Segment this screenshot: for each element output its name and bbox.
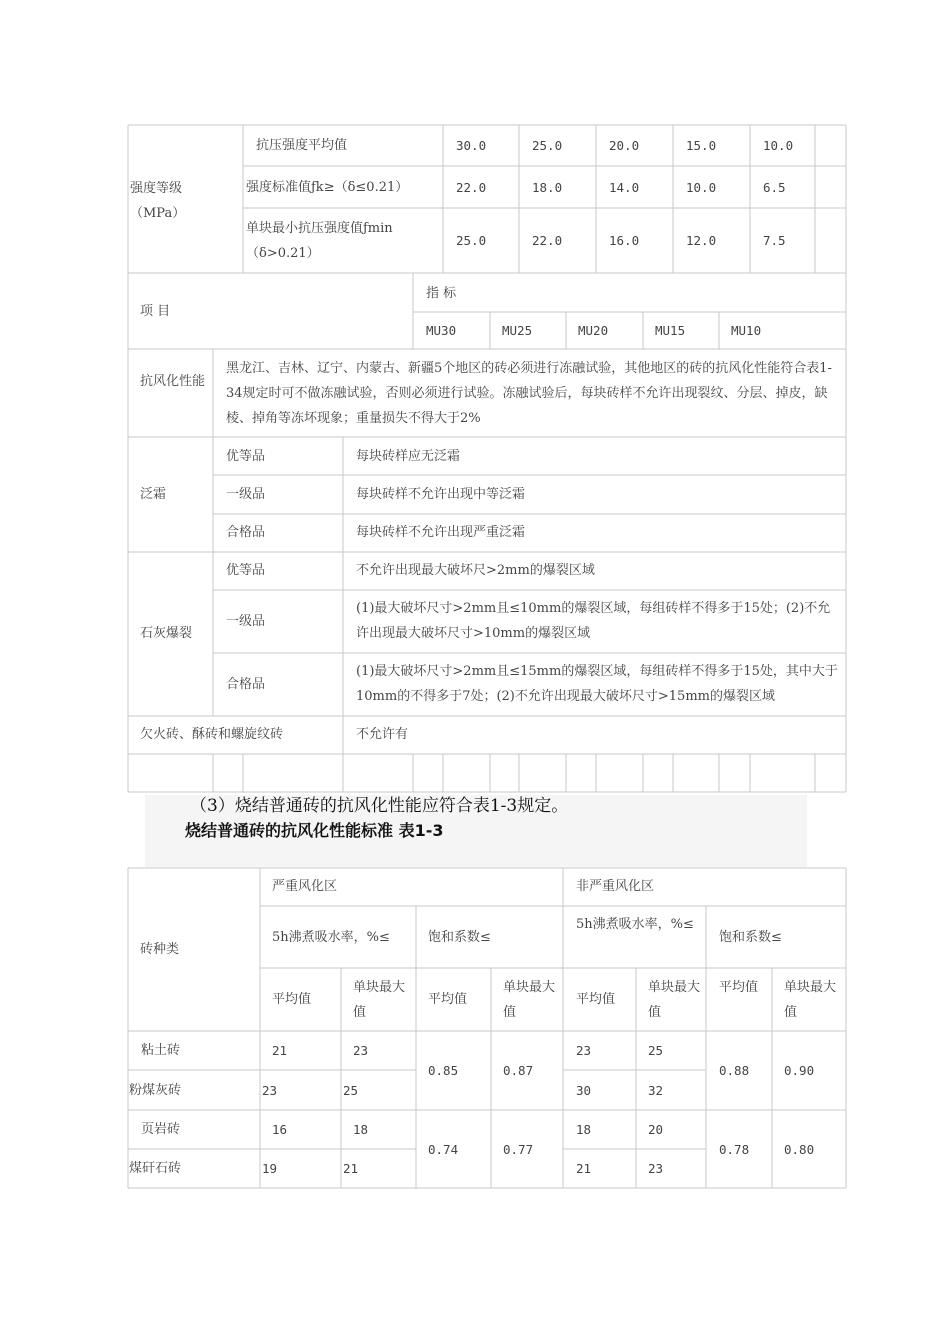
table-2-title: 烧结普通砖的抗风化性能标准 表1-3 xyxy=(185,821,444,840)
strength-row-label: 单块最小抗压强度值ƒmin（δ>0.21） xyxy=(246,221,393,261)
severe-zone-header: 严重风化区 xyxy=(272,879,338,894)
strength-row-label: 抗压强度平均值 xyxy=(256,138,348,153)
strength-value: 18.0 xyxy=(532,180,563,195)
lime-label: 石灰爆裂 xyxy=(140,626,193,641)
strength-value: 12.0 xyxy=(686,233,717,248)
non-severe-avg: 18 xyxy=(576,1122,592,1137)
efflorescence-label: 泛霜 xyxy=(140,487,167,502)
lime-text: (1)最大破坏尺寸>2mm且≤10mm的爆裂区域，每组砖样不得多于15处；(2)不允许出现最大破坏尺寸>10mm的爆裂区域 xyxy=(356,601,831,641)
strength-value: 10.0 xyxy=(763,138,794,153)
efflorescence-text: 每块砖样应无泛霜 xyxy=(356,449,461,464)
header-grade: MU30 xyxy=(426,323,457,338)
non-severe-max: 32 xyxy=(648,1083,664,1098)
header-grade: MU15 xyxy=(655,323,686,338)
non-severe-sat-avg: 0.78 xyxy=(719,1142,750,1157)
strength-value: 6.5 xyxy=(763,180,786,195)
non-severe-max: 23 xyxy=(648,1161,664,1176)
avg-header: 平均值 xyxy=(272,992,312,1007)
non-severe-sat-max: 0.90 xyxy=(784,1063,815,1078)
severe-sat-avg: 0.74 xyxy=(428,1142,459,1157)
strength-value: 15.0 xyxy=(686,138,717,153)
lime-text: (1)最大破坏尺寸>2mm且≤15mm的爆裂区域，每组砖样不得多于15处，其中大于10mm的不得多于7处；(2)不允许出现最大破坏尺寸>15mm的爆裂区域 xyxy=(356,664,838,704)
strength-row-label: 强度标准值ƒk≥（δ≤0.21） xyxy=(246,180,409,195)
severe-avg: 21 xyxy=(272,1043,288,1058)
efflorescence-text: 每块砖样不允许出现中等泛霜 xyxy=(356,487,526,502)
header-index: 指 标 xyxy=(426,286,457,301)
avg-header: 平均值 xyxy=(428,992,468,1007)
non-severe-max: 20 xyxy=(648,1122,664,1137)
strength-value: 10.0 xyxy=(686,180,717,195)
efflorescence-text: 每块砖样不允许出现严重泛霜 xyxy=(356,525,526,540)
severe-sat-max: 0.77 xyxy=(503,1142,534,1157)
strength-value: 16.0 xyxy=(609,233,640,248)
severe-sat-avg: 0.85 xyxy=(428,1063,459,1078)
efflorescence-grade: 一级品 xyxy=(226,487,266,502)
efflorescence-grade: 合格品 xyxy=(226,525,266,540)
strength-value: 14.0 xyxy=(609,180,640,195)
non-severe-avg: 21 xyxy=(576,1161,592,1176)
efflorescence-grade: 优等品 xyxy=(226,449,266,464)
max-header: 单块最大值 xyxy=(503,980,556,1020)
strength-group-label: 强度等级（MPa） xyxy=(130,181,186,221)
brick-name: 煤矸石砖 xyxy=(129,1161,182,1176)
severe-max: 18 xyxy=(353,1122,369,1137)
saturation-header: 饱和系数≤ xyxy=(428,930,491,945)
max-header: 单块最大值 xyxy=(784,980,837,1020)
severe-max: 25 xyxy=(343,1083,359,1098)
severe-avg: 23 xyxy=(262,1083,278,1098)
strength-value: 22.0 xyxy=(456,180,487,195)
brick-name: 粉煤灰砖 xyxy=(129,1083,182,1098)
brick-name: 粘土砖 xyxy=(141,1043,181,1058)
strength-value: 25.0 xyxy=(456,233,487,248)
strength-value: 30.0 xyxy=(456,138,487,153)
header-item: 项 目 xyxy=(140,304,171,319)
saturation-header: 饱和系数≤ xyxy=(719,930,782,945)
max-header: 单块最大值 xyxy=(648,980,701,1020)
max-header: 单块最大值 xyxy=(353,980,406,1020)
non-severe-sat-max: 0.80 xyxy=(784,1142,815,1157)
brick-name: 页岩砖 xyxy=(141,1122,181,1137)
note-line: （3）烧结普通砖的抗风化性能应符合表1-3规定。 xyxy=(190,796,569,816)
severe-sat-max: 0.87 xyxy=(503,1063,534,1078)
non-severe-avg: 30 xyxy=(576,1083,592,1098)
avg-header: 平均值 xyxy=(576,992,616,1007)
header-grade: MU25 xyxy=(502,323,533,338)
non-severe-zone-header: 非严重风化区 xyxy=(576,879,655,894)
lime-grade: 优等品 xyxy=(226,563,266,578)
non-severe-avg: 23 xyxy=(576,1043,592,1058)
brick-type-header: 砖种类 xyxy=(140,942,180,957)
defect-label: 欠火砖、酥砖和螺旋纹砖 xyxy=(140,727,284,742)
lime-text: 不允许出现最大破坏尺>2mm的爆裂区域 xyxy=(356,563,595,578)
severe-avg: 19 xyxy=(262,1161,278,1176)
header-grade: MU10 xyxy=(731,323,762,338)
weathering-label: 抗风化性能 xyxy=(140,374,206,389)
severe-max: 21 xyxy=(343,1161,359,1176)
severe-max: 23 xyxy=(353,1043,369,1058)
absorption-header: 5h沸煮吸水率，%≤ xyxy=(576,917,694,932)
lime-grade: 合格品 xyxy=(226,677,266,692)
non-severe-max: 25 xyxy=(648,1043,664,1058)
strength-value: 7.5 xyxy=(763,233,786,248)
defect-text: 不允许有 xyxy=(356,727,409,742)
strength-value: 25.0 xyxy=(532,138,563,153)
weathering-text: 黑龙江、吉林、辽宁、内蒙古、新疆5个地区的砖必须进行冻融试验，其他地区的砖的抗风化性能符合表1-34规定时可不做冻融试验，否则必须进行试验。冻融试验后，每块砖样不允许出现裂纹、分层、掉皮，缺棱、掉角等冻坏现象；重量损失不得大于2% xyxy=(226,361,832,426)
header-grade: MU20 xyxy=(578,323,609,338)
absorption-header: 5h沸煮吸水率，%≤ xyxy=(272,930,390,945)
severe-avg: 16 xyxy=(272,1122,288,1137)
non-severe-sat-avg: 0.88 xyxy=(719,1063,750,1078)
avg-header: 平均值 xyxy=(719,980,759,995)
strength-value: 22.0 xyxy=(532,233,563,248)
lime-grade: 一级品 xyxy=(226,614,266,629)
strength-value: 20.0 xyxy=(609,138,640,153)
